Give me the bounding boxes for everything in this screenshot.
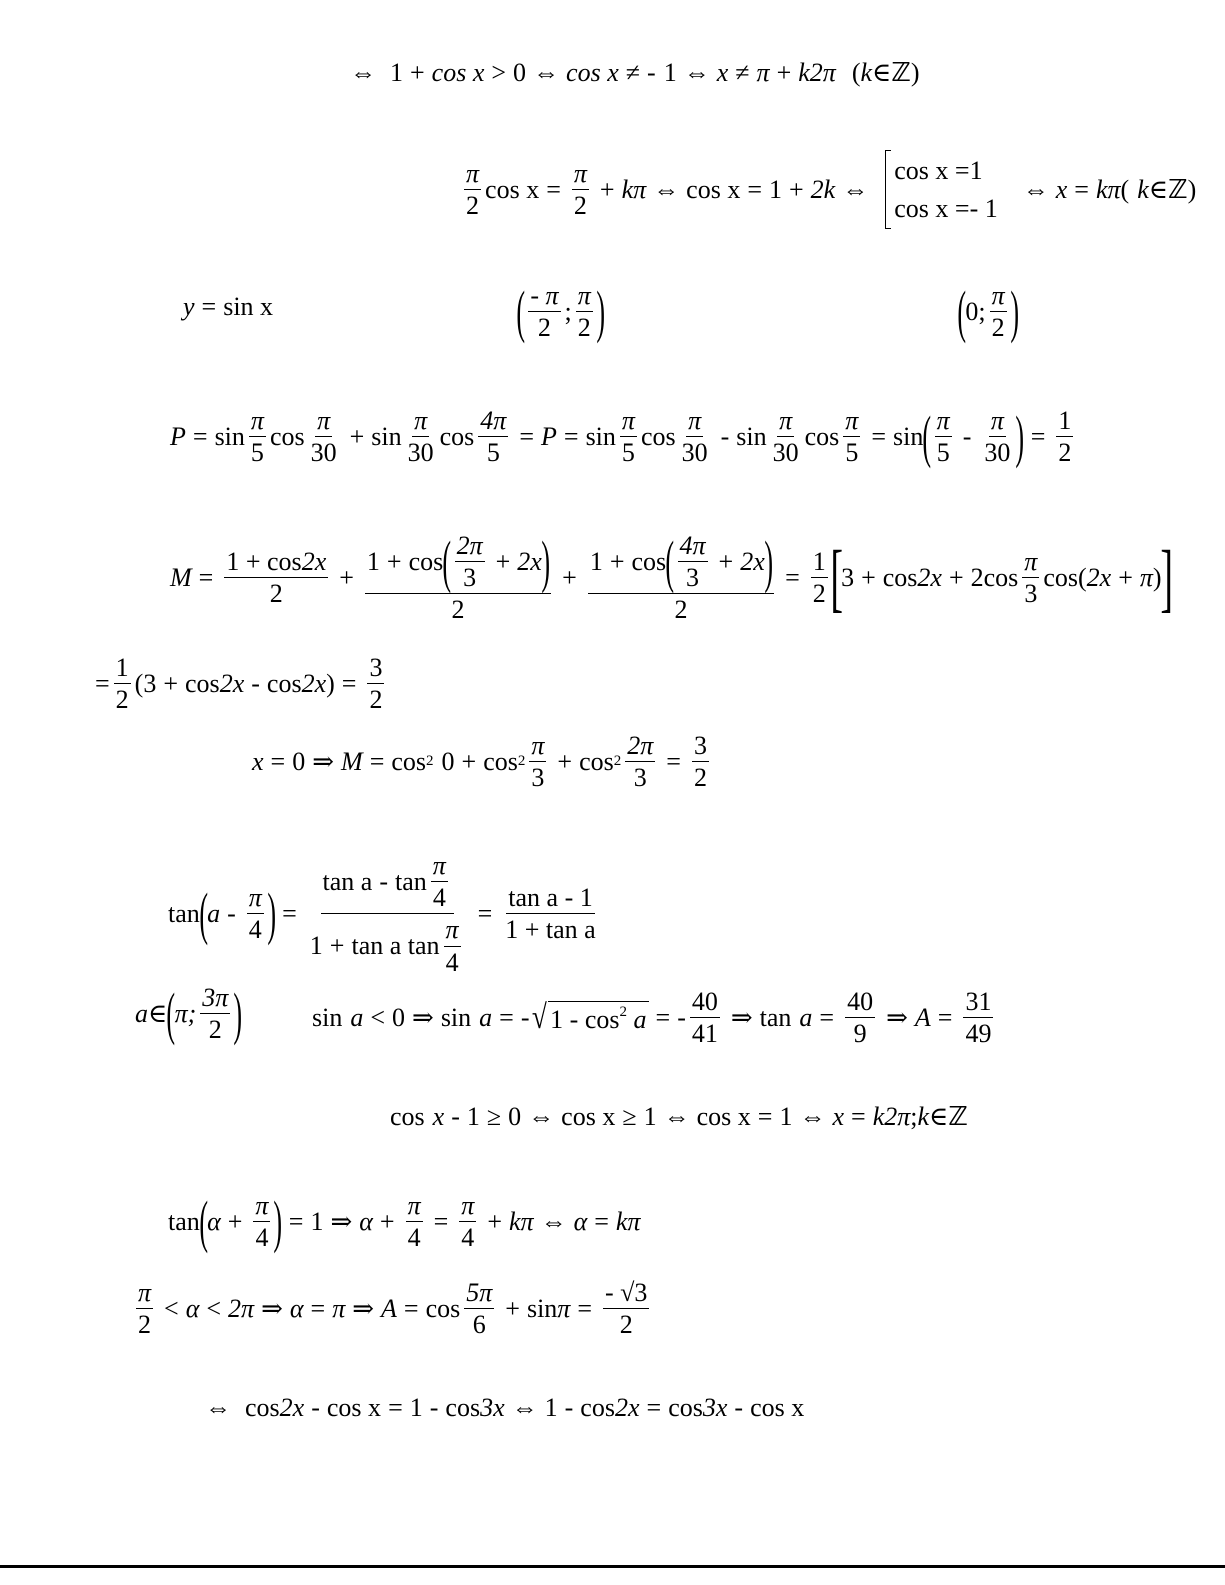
equation-line-4: P = sin $\frac{\pi}{5}$ cos $\frac{\pi}{30}$ + sin $\frac{\pi}{30}$ cos $\frac{4\pi}{5}$ = P = sin $\frac{\pi}{5}$ cos $\frac{\pi}{30}$ - sin $\frac{\pi}{30}$ cos $\frac{\pi}{5}$ = sin ( $\frac{\pi}{5}$ - $\frac{\pi}{30}$ ) = $\frac{1}{2}$ <box>170 403 1072 469</box>
page-bottom-rule <box>0 1565 1225 1568</box>
interval-line-3c: ( 0; $\frac{\pi}{2}$ ) <box>957 278 1019 344</box>
equation-line-11: tan ( α + $\frac{\pi}{4}$ ) = 1 ⇒ α + $\frac{\pi}{4}$ = $\frac{\pi}{4}$ + kπ ⇔ α = kπ <box>168 1188 641 1254</box>
equation-line-9a: a ∈ ( π; $\frac{3\pi}{2}$ ) <box>135 980 243 1046</box>
equation-line-12: $\frac{\pi}{2}$ < α < 2π ⇒ α = π ⇒ A = cos $\frac{5\pi}{6}$ + sin π = $\frac{- √3}{2}$ <box>138 1278 648 1340</box>
equation-line-6: = $\frac{1}{2}$ ( 3 + cos 2x - cos 2x ) = $\frac{3}{2}$ <box>95 653 383 715</box>
equation-line-1: ⇔ 1 + cos x > 0 ⇔ cos x ≠ - 1 ⇔ x ≠ π + k2π ( k ∈ ℤ ) <box>350 58 920 88</box>
equation-line-3a: y = sin x <box>183 292 274 321</box>
interval-line-3b: ( $\frac{- \pi}{2}$ ; $\frac{\pi}{2}$ ) <box>516 278 605 344</box>
equation-line-5: M = $\frac{1 + \cos 2x}{2}$ + 1 + cos ( $\frac{2\pi}{3}$ + 2x ) 2 + 1 + cos ( $\frac{4\pi}{3}$ + 2x ) 2 = $\frac{1}{2}$ [ 3 + cos 2x + 2 cos $\frac{\pi}{3}$ cos ( 2x + π ) ] <box>170 528 1173 625</box>
equation-line-7: x = 0 ⇒ M = cos 2 0 + cos 2 $\frac{\pi}{3}$ + cos 2 $\frac{2\pi}{3}$ = $\frac{3}{2}$ <box>252 731 707 793</box>
equation-line-2: $\frac{\pi}{2}$ cos x = $\frac{\pi}{2}$ + kπ ⇔ cos x = 1 + 2k ⇔ cos x =1 cos x =- 1 ⇔ x = kπ ( k ∈ ℤ ) <box>460 150 1196 229</box>
equation-line-10: cos x - 1 ≥ 0 ⇔ cos x ≥ 1 ⇔ cos x = 1 ⇔ x = k2π ; k ∈ ℤ <box>390 1102 968 1132</box>
equation-line-9b: sin a < 0 ⇒ sin a = - √ $1 - \cos^2 a$ = - $\frac{40}{41}$ ⇒ tan a = $\frac{40}{9}$ ⇒ A = $\frac{31}{49}$ <box>312 987 992 1049</box>
equation-line-8: tan ( a - $\frac{\pi}{4}$ ) = tan a - tan $\frac{\pi}{4}$ 1 + tan a tan $\frac{\pi}{4}$ = $\frac{\text{tan a - 1}}{\text{1 + tan a}}$ <box>168 851 596 977</box>
equation-line-13: ⇔ cos 2x - cos x = 1 - cos 3x ⇔ 1 - cos 2x = cos 3x - cos x <box>205 1393 805 1422</box>
